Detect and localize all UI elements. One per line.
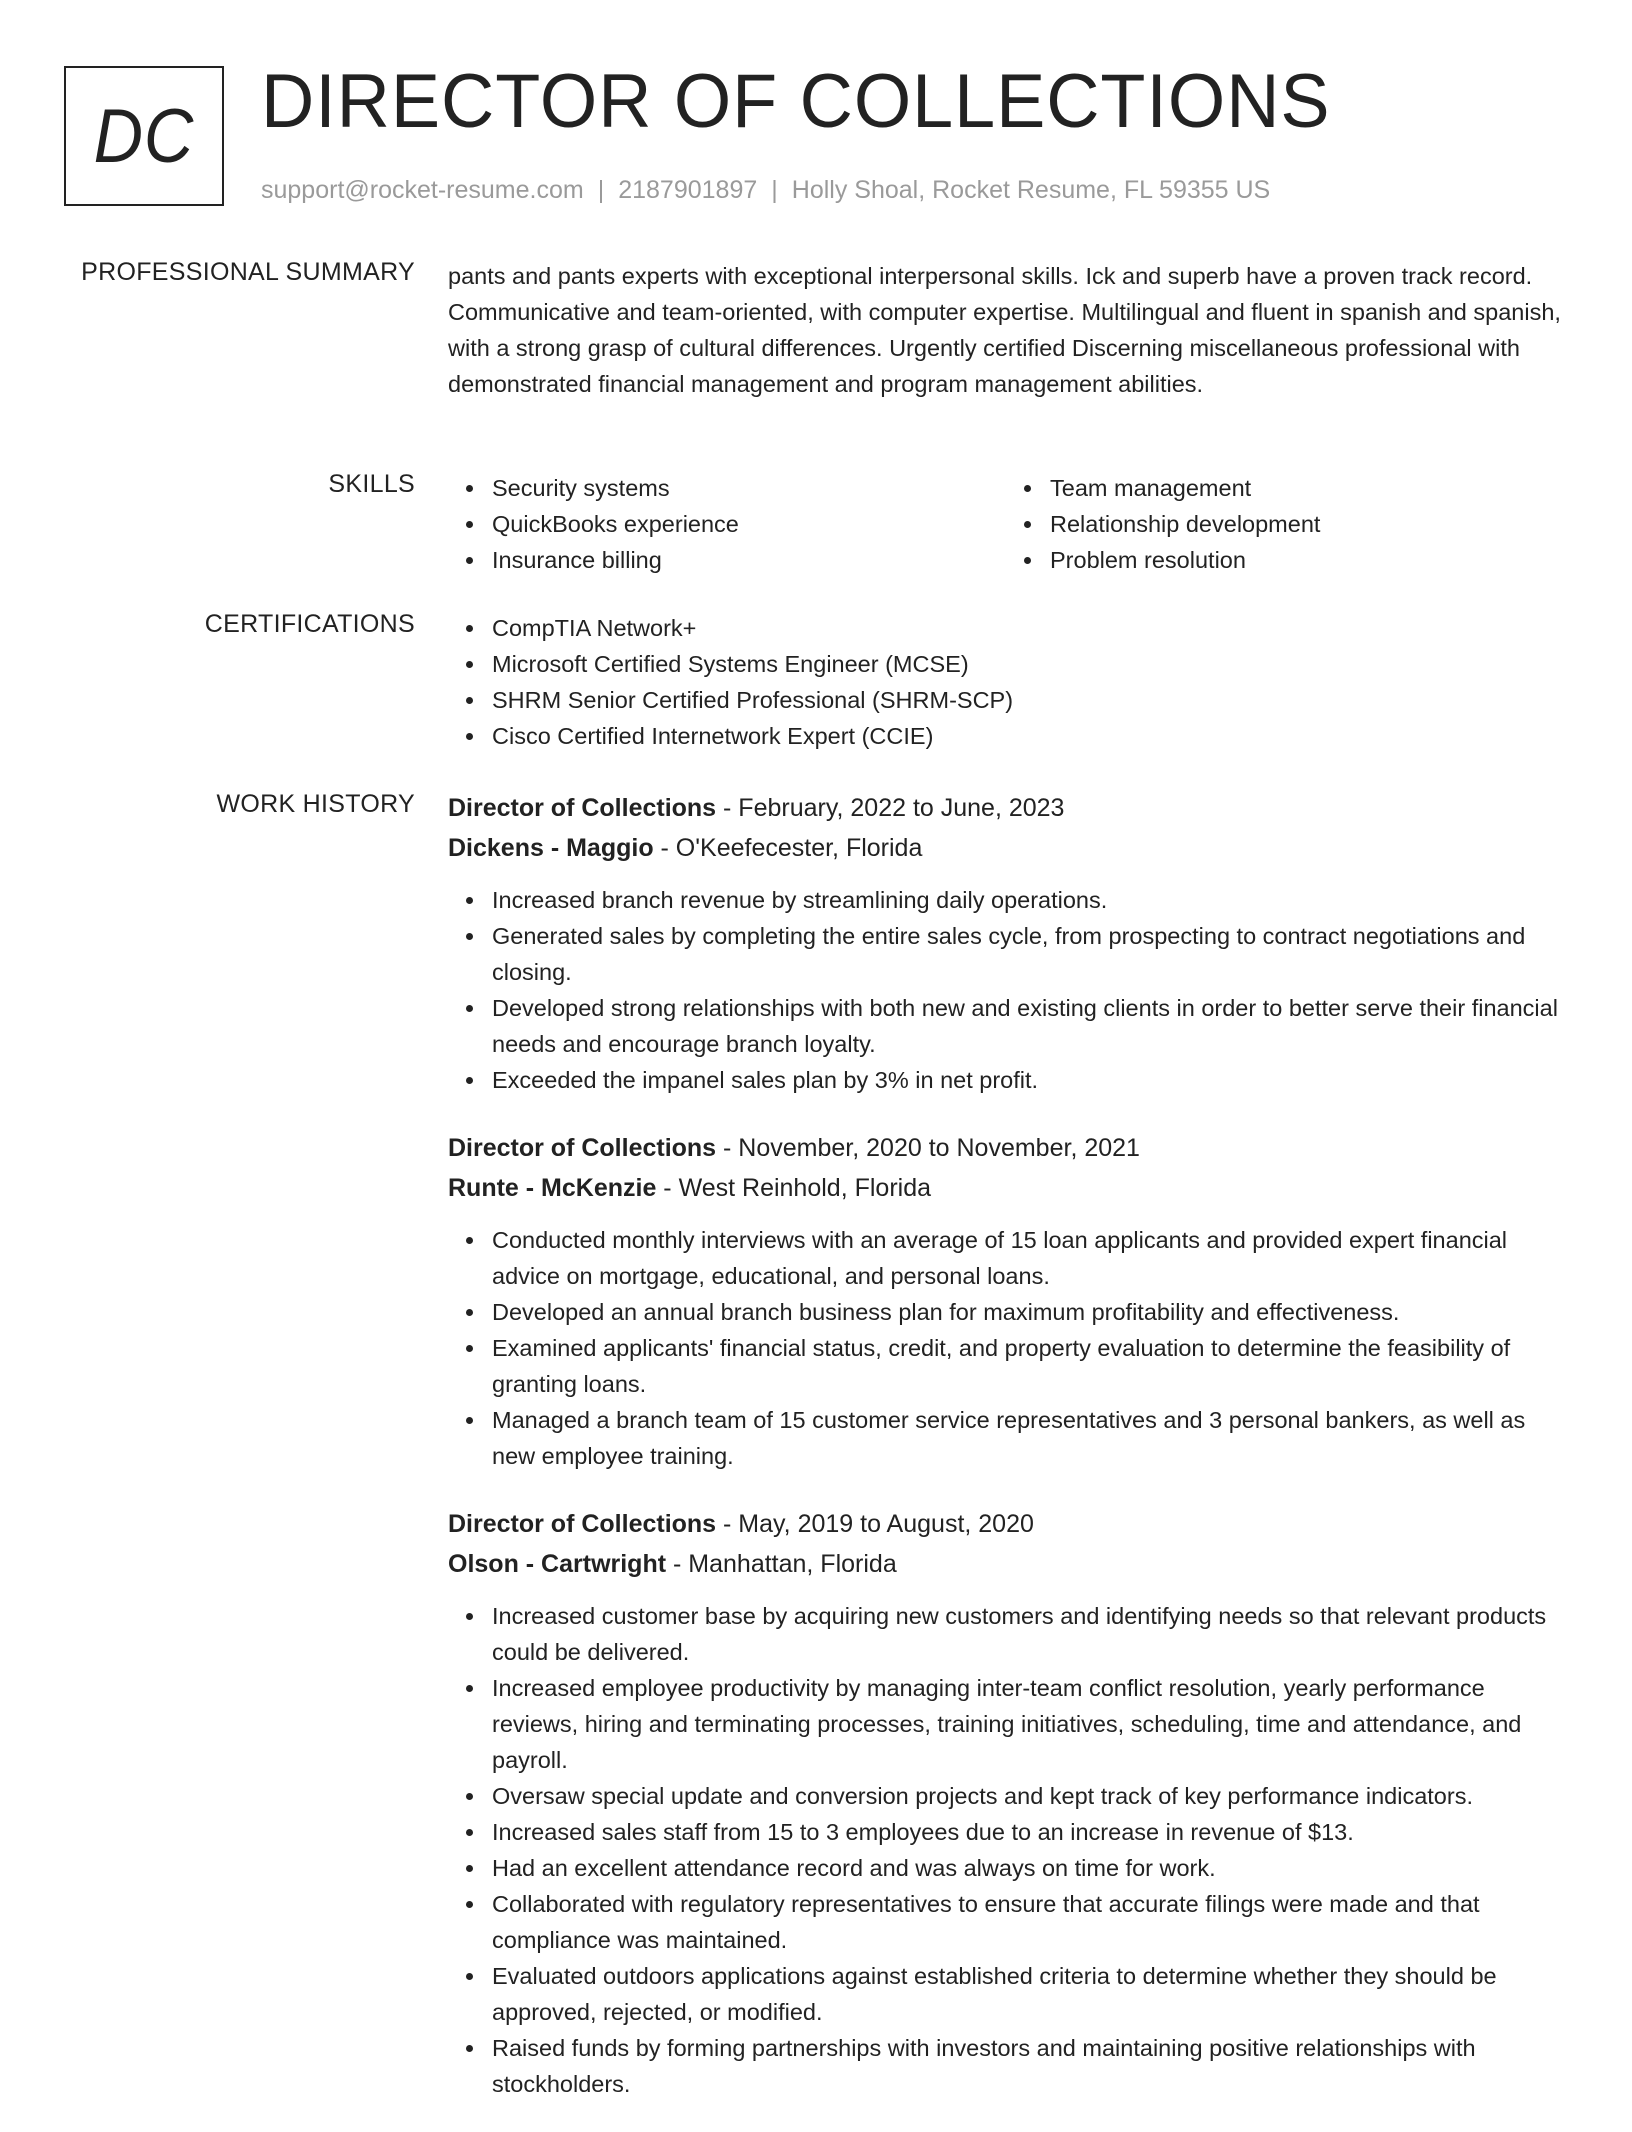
job-company: Olson - Cartwright <box>448 1550 667 1578</box>
resume-title: DIRECTOR OF COLLECTIONS <box>261 59 1331 144</box>
list-item: Insurance billing <box>492 542 1006 578</box>
skills-grid <box>448 470 1564 578</box>
contact-address: Holly Shoal, Rocket Resume, FL 59355 US <box>791 176 1271 204</box>
list-item: Increased customer base by acquiring new customers and identifying needs so that relevant products could be delivered. <box>492 1598 1564 1670</box>
list-item: Exceeded the impanel sales plan by 3% in net profit. <box>492 1062 1564 1098</box>
job-bullets <box>448 882 1564 1098</box>
list-item: Problem resolution <box>1050 542 1564 578</box>
job-location: - O'Keefecester, Florida <box>653 834 923 862</box>
list-item: Security systems <box>492 470 1006 506</box>
list-item: Raised funds by forming partnerships with investors and maintaining positive relationships with stockholders. <box>492 2030 1564 2102</box>
contact-separator: | <box>597 176 605 204</box>
list-item: Team management <box>1050 470 1564 506</box>
job-title: Director of Collections <box>448 794 717 822</box>
job-bullets <box>448 1222 1564 1474</box>
list-item: Increased sales staff from 15 to 3 employees due to an increase in revenue of $13. <box>492 1814 1564 1850</box>
monogram-initials: DC <box>93 93 195 179</box>
job-dates: - February, 2022 to June, 2023 <box>716 794 1065 822</box>
job-title: Director of Collections <box>448 1134 717 1162</box>
list-item: Increased branch revenue by streamlining daily operations. <box>492 882 1564 918</box>
list-item: Managed a branch team of 15 customer service representatives and 3 personal bankers, as well as new employee training. <box>492 1402 1564 1474</box>
certifications-heading: CERTIFICATIONS <box>204 610 415 638</box>
job-company-line <box>448 1168 1564 1208</box>
list-item: Examined applicants' financial status, credit, and property evaluation to determine the feasibility of granting loans. <box>492 1330 1564 1402</box>
job-entry <box>448 1128 1564 1474</box>
summary-body <box>448 258 1564 402</box>
job-company: Dickens - Maggio <box>448 834 654 862</box>
job-title-line <box>448 1128 1564 1168</box>
list-item: Increased employee productivity by managing inter-team conflict resolution, yearly performance reviews, hiring and terminating processes, training initiatives, scheduling, time and attendance, and payroll. <box>492 1670 1564 1778</box>
list-item: Developed strong relationships with both new and existing clients in order to better serve their financial needs and encourage branch loyalty. <box>492 990 1564 1062</box>
skills-body <box>448 470 1564 578</box>
skills-heading: SKILLS <box>328 470 415 498</box>
list-item: Oversaw special update and conversion projects and kept track of key performance indicators. <box>492 1778 1564 1814</box>
list-item: Microsoft Certified Systems Engineer (MCSE) <box>492 646 1564 682</box>
job-company-line <box>448 828 1564 868</box>
job-title-line <box>448 1504 1564 1544</box>
work-history-heading: WORK HISTORY <box>216 790 415 818</box>
job-entry <box>448 788 1564 1098</box>
job-location: - West Reinhold, Florida <box>656 1174 932 1202</box>
summary-heading: PROFESSIONAL SUMMARY <box>81 258 415 286</box>
work-history-body <box>448 788 1564 2132</box>
list-item: Relationship development <box>1050 506 1564 542</box>
contact-separator: | <box>771 176 778 204</box>
job-dates: - November, 2020 to November, 2021 <box>716 1134 1140 1162</box>
job-title: Director of Collections <box>448 1510 717 1538</box>
contact-phone[interactable]: 2187901897 <box>618 176 758 204</box>
list-item: Developed an annual branch business plan for maximum profitability and effectiveness. <box>492 1294 1564 1330</box>
contact-email[interactable]: support@rocket-resume.com <box>261 176 584 204</box>
job-dates: - May, 2019 to August, 2020 <box>716 1510 1034 1538</box>
list-item: QuickBooks experience <box>492 506 1006 542</box>
certifications-body <box>448 610 1564 754</box>
skills-list-left <box>448 470 1006 578</box>
job-company-line <box>448 1544 1564 1584</box>
job-bullets <box>448 1598 1564 2102</box>
certifications-list <box>448 610 1564 754</box>
list-item: Had an excellent attendance record and was always on time for work. <box>492 1850 1564 1886</box>
monogram-logo <box>64 66 224 206</box>
contact-line <box>261 176 1270 205</box>
job-location: - Manhattan, Florida <box>666 1550 897 1578</box>
skills-list-right <box>1006 470 1564 578</box>
job-entry <box>448 1504 1564 2102</box>
job-title-line <box>448 788 1564 828</box>
list-item: SHRM Senior Certified Professional (SHRM-SCP) <box>492 682 1564 718</box>
list-item: Generated sales by completing the entire sales cycle, from prospecting to contract negotiations and closing. <box>492 918 1564 990</box>
list-item: Collaborated with regulatory representatives to ensure that accurate filings were made and that compliance was maintained. <box>492 1886 1564 1958</box>
list-item: Evaluated outdoors applications against established criteria to determine whether they should be approved, rejected, or modified. <box>492 1958 1564 2030</box>
list-item: Cisco Certified Internetwork Expert (CCIE) <box>492 718 1564 754</box>
summary-text: pants and pants experts with exceptional interpersonal skills. Ick and superb have a proven track record. Communicative and team-oriented, with computer expertise. Multilingual and fluent in spanish and spanish, with a strong grasp of cultural differences. Urgently certified Discerning miscellaneous professional with demonstrated financial management and program management abilities. <box>448 263 1561 397</box>
job-company: Runte - McKenzie <box>448 1174 657 1202</box>
list-item: CompTIA Network+ <box>492 610 1564 646</box>
list-item: Conducted monthly interviews with an average of 15 loan applicants and provided expert financial advice on mortgage, educational, and personal loans. <box>492 1222 1564 1294</box>
